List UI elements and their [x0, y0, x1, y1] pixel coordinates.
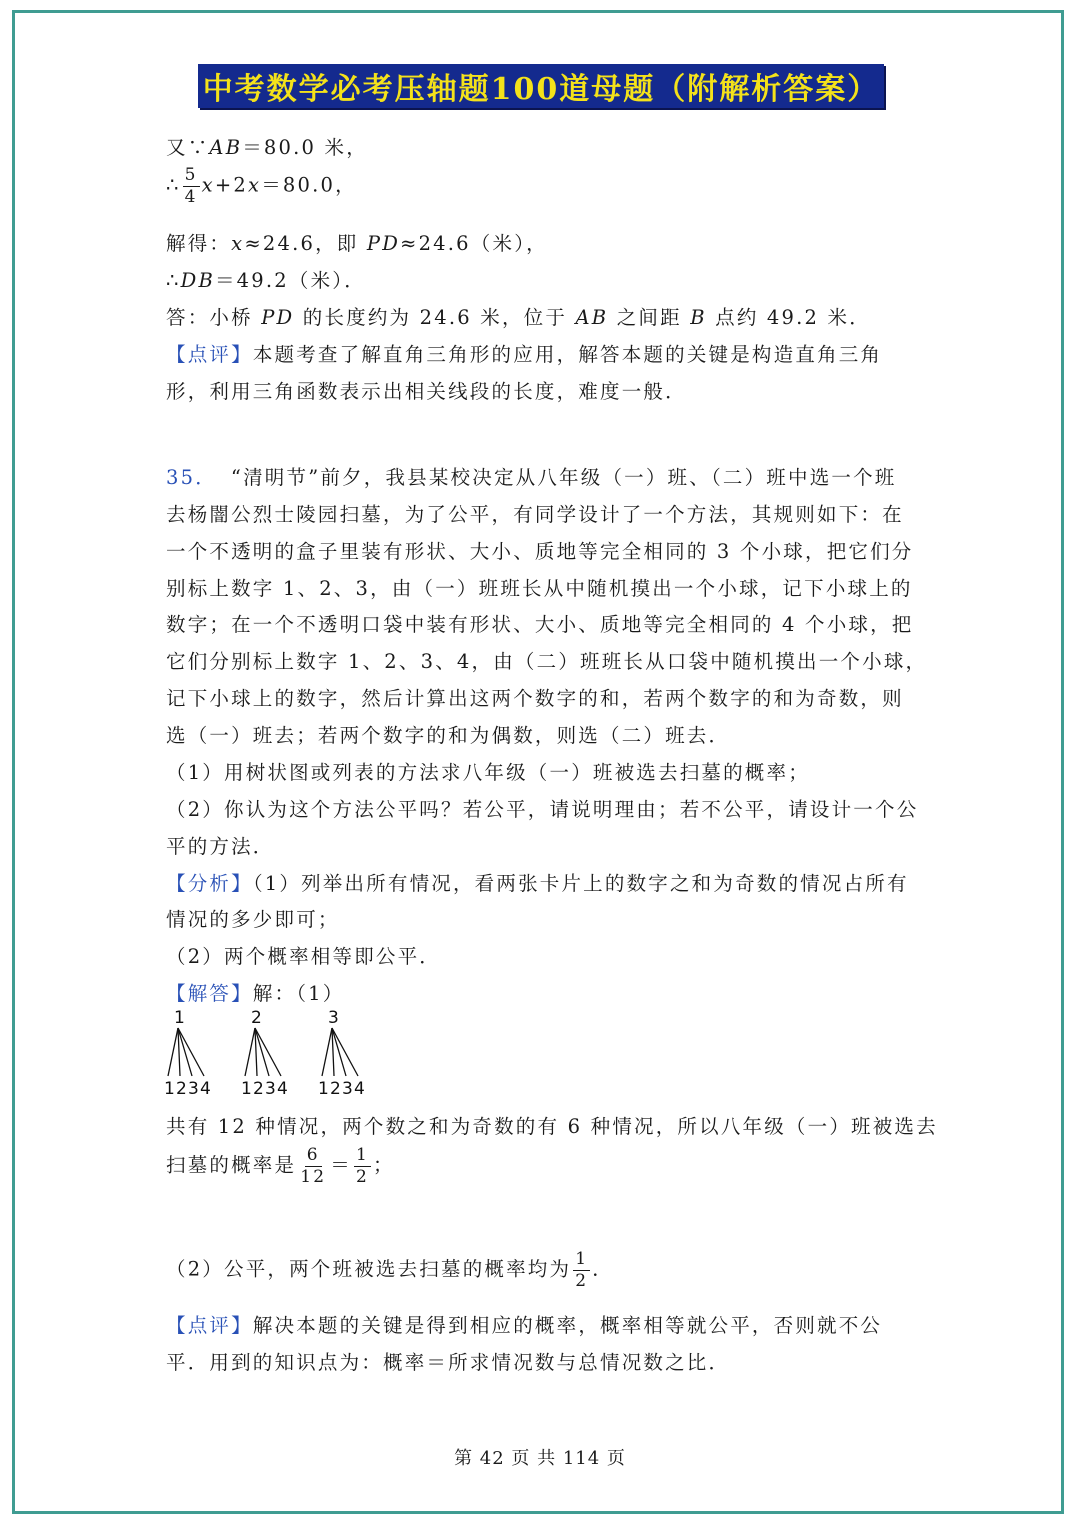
text: （1）列举出所有情况，看两张卡片上的数字之和为奇数的情况占所有 — [252, 872, 909, 895]
q35-comment-line-2: 平．用到的知识点为：概率＝所求情况数与总情况数之比． — [166, 1351, 731, 1374]
frac-num: 1 — [575, 1249, 589, 1269]
q35-sub-question-2-cont: 平的方法． — [166, 835, 275, 858]
frac-den: 2 — [575, 1270, 589, 1291]
prev-comment-line-1 — [166, 339, 926, 367]
text: ≈24.6（米）， — [400, 232, 548, 255]
tree-leaf-label: 4 — [200, 1079, 211, 1099]
tree-leaf-label: 1 — [241, 1079, 252, 1099]
frac-num: 5 — [184, 165, 198, 185]
var-pd: PD — [261, 306, 295, 329]
q35-stem-line-6: 它们分别标上数字 1、2、3、4，由（二）班班长从口袋中随机摸出一个小球， — [166, 650, 928, 673]
text: 的长度约为 24.6 米，位于 — [294, 306, 576, 329]
frac-den: 4 — [184, 186, 198, 207]
var-pd: PD — [366, 232, 401, 255]
tree-leaf-label: 3 — [265, 1079, 276, 1099]
q35-part2-line — [166, 1250, 926, 1290]
tree-leaf-label: 2 — [176, 1079, 187, 1099]
tree-leaf-label: 2 — [253, 1079, 264, 1099]
tree-root-label: 1 — [174, 1008, 185, 1028]
q35-stem-line-7: 记下小球上的数字，然后计算出这两个数字的和，若两个数字的和为奇数，则 — [166, 687, 904, 710]
var-b: B — [690, 306, 707, 329]
var-ab: AB — [209, 136, 243, 159]
frac-den: 2 — [355, 1166, 369, 1187]
text: 之间距 — [608, 306, 691, 329]
text: ＝80.0 米， — [242, 136, 368, 159]
equals-sign: ＝ — [330, 1153, 352, 1177]
tree-branch — [332, 1028, 358, 1076]
analysis-tag: 【分析】 — [166, 872, 253, 895]
text: 解决本题的关键是得到相应的概率，概率相等就公平，否则就不公 — [252, 1314, 883, 1337]
tree-branch — [168, 1028, 178, 1076]
q35-stem-line-3: 一个不透明的盒子里装有形状、大小、质地等完全相同的 3 个小球，把它们分 — [166, 540, 914, 563]
tree-branch — [245, 1028, 255, 1076]
q35-analysis-line-3: （2）两个概率相等即公平． — [166, 945, 442, 968]
text: 形，利用三角函数表示出相关线段的长度，难度一般． — [166, 380, 687, 403]
page-footer: 第 42 页 共 114 页 — [454, 1448, 626, 1469]
var-x: x — [201, 173, 215, 197]
frac-num: 1 — [355, 1145, 369, 1165]
text: ≈24.6，即 — [244, 232, 367, 255]
text: ＝49.2（米）． — [214, 269, 366, 292]
var-db: DB — [180, 269, 215, 292]
prev-line-2 — [166, 166, 926, 206]
q35-result-line-2 — [166, 1146, 926, 1186]
page-title: 中考数学必考压轴题100道母题（附解析答案） — [198, 64, 884, 108]
text: 解得： — [166, 232, 232, 255]
frac-num: 6 — [306, 1145, 320, 1165]
tree-branch — [255, 1028, 281, 1076]
tree-leaf-label: 3 — [342, 1079, 353, 1099]
tree-branch — [322, 1028, 332, 1076]
text: ＝80.0， — [261, 173, 357, 197]
tree-leaf-label: 1 — [164, 1079, 175, 1099]
text: 解：（1） — [252, 982, 345, 1005]
prev-line-4 — [166, 265, 926, 293]
q35-sub-question-2: （2）你认为这个方法公平吗？若公平，请说明理由；若不公平，请设计一个公 — [166, 798, 919, 821]
text: ； — [372, 1153, 395, 1177]
q35-stem-line-2: 去杨闇公烈士陵园扫墓，为了公平，有同学设计了一个方法，其规则如下：在 — [166, 503, 904, 526]
q35-analysis-line-1 — [166, 868, 926, 896]
q35-stem-line-1 — [166, 462, 926, 490]
text: 答：小桥 — [166, 306, 262, 329]
frac-den: 12 — [300, 1166, 327, 1187]
tree-leaf-label: 4 — [354, 1079, 365, 1099]
tree-leaf-label: 2 — [330, 1079, 341, 1099]
var-ab: AB — [575, 306, 609, 329]
fraction-1-2 — [354, 1146, 371, 1186]
text: ． — [592, 1257, 614, 1281]
text: “清明节”前夕，我县某校决定从八年级（一）班、（二）班中选一个班 — [230, 466, 897, 489]
q35-comment-line-1 — [166, 1310, 926, 1338]
prev-line-3 — [166, 228, 926, 256]
prev-line-1 — [166, 132, 926, 160]
prev-answer-line — [166, 302, 926, 330]
comment-tag: 【点评】 — [166, 1314, 253, 1337]
fraction-6-12 — [298, 1146, 328, 1186]
tree-leaf-label: 3 — [188, 1079, 199, 1099]
q35-answer-line-1 — [166, 978, 926, 1006]
tree-branch — [178, 1028, 204, 1076]
prev-comment-line-2 — [166, 376, 926, 404]
answer-tag: 【解答】 — [166, 982, 253, 1005]
text: 点约 49.2 米． — [706, 306, 871, 329]
question-number: 35． — [166, 466, 217, 489]
text: 扫墓的概率是 — [166, 1153, 297, 1177]
tree-root-label: 3 — [328, 1008, 339, 1028]
tree-root-label: 2 — [251, 1008, 262, 1028]
tree-diagram — [160, 1006, 400, 1100]
comment-tag: 【点评】 — [166, 343, 253, 366]
text: 本题考查了解直角三角形的应用，解答本题的关键是构造直角三角 — [252, 343, 883, 366]
text: 又∵ — [166, 136, 210, 159]
therefore-symbol: ∴ — [166, 173, 181, 197]
fraction-1-2 — [573, 1250, 590, 1290]
q35-sub-question-1: （1）用树状图或列表的方法求八年级（一）班被选去扫墓的概率； — [166, 761, 810, 784]
q35-stem-line-4: 别标上数字 1、2、3，由（一）班班长从中随机摸出一个小球，记下小球上的 — [166, 577, 913, 600]
therefore-symbol: ∴ — [166, 269, 181, 292]
tree-leaf-label: 4 — [277, 1079, 288, 1099]
q35-stem-line-8: 选（一）班去；若两个数字的和为偶数，则选（二）班去． — [166, 724, 731, 747]
q35-stem-line-5: 数字；在一个不透明口袋中装有形状、大小、质地等完全相同的 4 个小球，把 — [166, 613, 914, 636]
var-x: x — [231, 232, 245, 255]
tree-leaf-label: 1 — [318, 1079, 329, 1099]
text: （2）公平，两个班被选去扫墓的概率均为 — [166, 1257, 572, 1281]
var-x: x — [248, 173, 262, 197]
q35-result-line-1: 共有 12 种情况，两个数之和为奇数的有 6 种情况，所以八年级（一）班被选去 — [166, 1115, 938, 1138]
fraction-5-4 — [183, 166, 200, 206]
text: +2 — [214, 173, 248, 197]
q35-analysis-line-2: 情况的多少即可； — [166, 908, 340, 931]
